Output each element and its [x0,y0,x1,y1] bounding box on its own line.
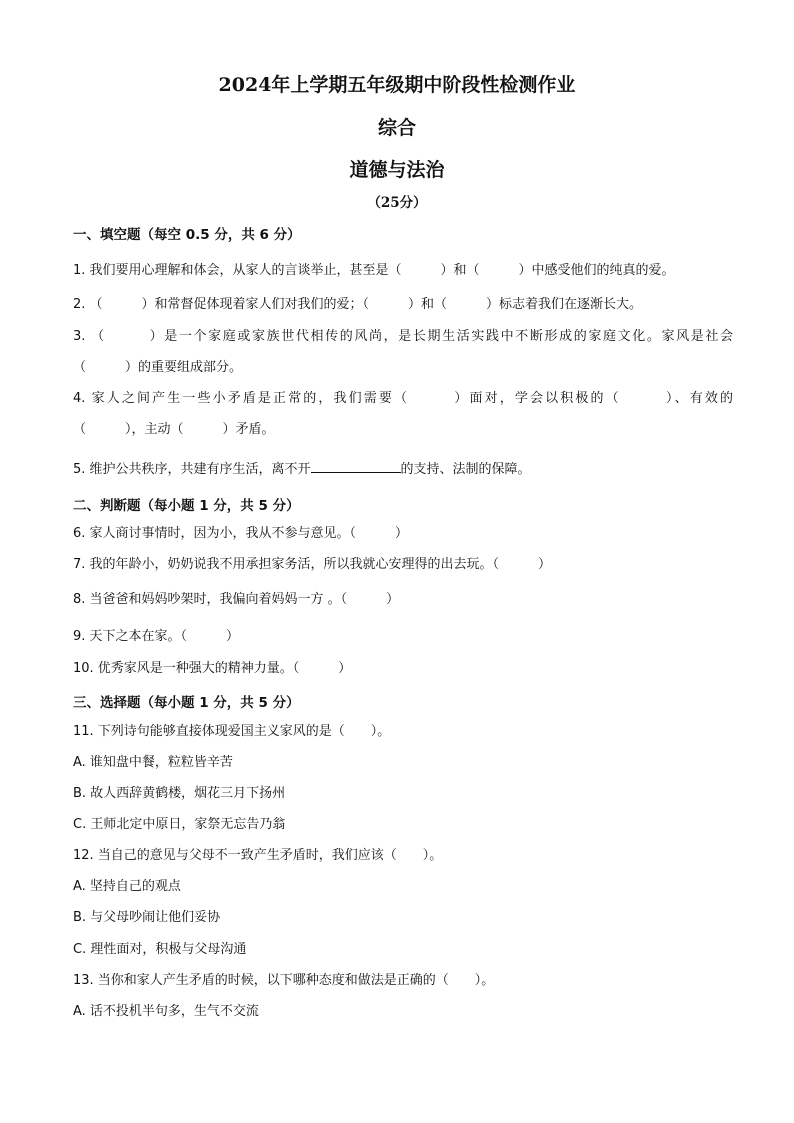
question-1: 1. 我们要用心理解和体会，从家人的言谈举止，甚至是（ ）和（ ）中感受他们的纯真的爱。 [73,263,675,278]
question-11-option-c: C. 王师北定中原日，家祭无忘告乃翁 [73,817,286,832]
section-heading-choice: 三、选择题（每小题 1 分，共 5 分） [73,695,300,711]
question-3-line-1: 3. （ ）是一个家庭或家族世代相传的风尚，是长期生活实践中不断形成的家庭文化。家风是社会 [73,329,733,344]
question-11-option-a: A. 谁知盘中餐，粒粒皆辛苦 [73,755,233,770]
question-5-suffix: 的支持、法制的保障。 [400,462,531,477]
question-12: 12. 当自己的意见与父母不一致产生矛盾时，我们应该（ ）。 [73,848,443,863]
question-13-option-a: A. 话不投机半句多，生气不交流 [73,1004,259,1019]
subject-title: 道德与法治 [349,159,445,181]
question-8: 8. 当爸爸和妈妈吵架时，我偏向着妈妈一方 。（ ） [73,592,400,607]
question-6: 6. 家人商讨事情时，因为小，我从不参与意见。（ ） [73,526,409,541]
question-11-option-b: B. 故人西辞黄鹤楼，烟花三月下扬州 [73,786,286,801]
section-heading-fill: 一、填空题（每空 0.5 分，共 6 分） [73,227,301,243]
question-5-prefix: 5. 维护公共秩序，共建有序生活，离不开 [73,462,311,477]
total-score: （25分） [367,195,427,211]
question-12-option-b: B. 与父母吵闹让他们妥协 [73,910,221,925]
question-12-option-c: C. 理性面对，积极与父母沟通 [73,942,247,957]
answer-blank-line[interactable] [311,460,401,473]
question-7: 7. 我的年龄小，奶奶说我不用承担家务活，所以我就心安理得的出去玩。（ ） [73,557,552,572]
question-2: 2. （ ）和常督促体现着家人们对我们的爱；（ ）和（ ）标志着我们在逐渐长大。 [73,297,643,312]
question-3-line-2: （ ）的重要组成部分。 [73,360,243,375]
question-13: 13. 当你和家人产生矛盾的时候，以下哪种态度和做法是正确的（ ）。 [73,973,495,988]
question-4-line-1: 4. 家人之间产生一些小矛盾是正常的，我们需要（ ）面对，学会以积极的（ ）、有效的 [73,391,733,406]
question-5 [73,460,733,479]
section-heading-judge: 二、判断题（每小题 1 分，共 5 分） [73,498,300,514]
question-12-option-a: A. 坚持自己的观点 [73,879,181,894]
exam-title: 2024年上学期五年级期中阶段性检测作业 [218,74,576,96]
exam-subtitle: 综合 [377,117,416,139]
question-11: 11. 下列诗句能够直接体现爱国主义家风的是（ ）。 [73,724,391,739]
question-4-line-2: （ ），主动（ ）矛盾。 [73,422,275,437]
question-10: 10. 优秀家风是一种强大的精神力量。（ ） [73,661,352,676]
question-9: 9. 天下之本在家。（ ） [73,629,240,644]
